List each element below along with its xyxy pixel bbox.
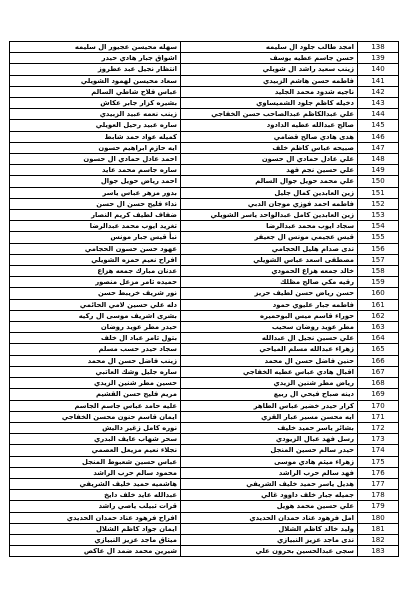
row-number: 148 xyxy=(358,154,399,165)
table-row xyxy=(10,42,399,53)
name-cell-secondary: نور شريف خريبط حسن xyxy=(10,288,181,299)
name-cell-secondary: زينب نعمه عبيد الزبيدي xyxy=(10,109,181,120)
name-cell-primary: ايه محسن مسير عبار القزي xyxy=(181,411,358,422)
name-cell-primary: هدى هادي صالح قضامي xyxy=(181,131,358,142)
table-row xyxy=(10,411,399,422)
name-cell-secondary: افراح نعيم حمزه الشويلي xyxy=(10,254,181,265)
name-cell-secondary: سحر شهاب عايف البدري xyxy=(10,434,181,445)
names-sheet xyxy=(9,41,399,557)
row-number: 154 xyxy=(358,221,399,232)
table-row xyxy=(10,389,399,400)
table-row xyxy=(10,98,399,109)
name-cell-primary: مصطفى اسعد عباس الشويلي xyxy=(181,254,358,265)
name-cell-primary: ناجيه شدود محمد الجليد xyxy=(181,86,358,97)
name-cell-primary: حسن رياض حسن لطيف حريز xyxy=(181,288,358,299)
name-cell-secondary: احمد عادل حمادي ال حسون xyxy=(10,154,181,165)
name-cell-primary: علي عادل حمادي ال حسون xyxy=(181,154,358,165)
name-cell-secondary: احمد رياض حويل جوال xyxy=(10,176,181,187)
row-number: 176 xyxy=(358,467,399,478)
table-row xyxy=(10,64,399,75)
name-cell-secondary: نجلاء نعيم مزيعل العصمي xyxy=(10,445,181,456)
table-row xyxy=(10,266,399,277)
table-row xyxy=(10,490,399,501)
name-cell-secondary: هاشميه حميد خليف الشريفي xyxy=(10,478,181,489)
name-cell-primary: فهد سالم حرب الراشد xyxy=(181,467,358,478)
row-number: 162 xyxy=(358,310,399,321)
row-number: 163 xyxy=(358,322,399,333)
name-cell-primary: فاطمه جبار عليوي حمود xyxy=(181,299,358,310)
row-number: 158 xyxy=(358,266,399,277)
row-number: 160 xyxy=(358,288,399,299)
name-cell-primary: جميله جبار خلف داوود غالي xyxy=(181,490,358,501)
table-row xyxy=(10,120,399,131)
table-row xyxy=(10,131,399,142)
name-cell-primary: زين العابدين كامل عبدالواحد ياسر الشويلي xyxy=(181,210,358,221)
table-row xyxy=(10,456,399,467)
table-row xyxy=(10,355,399,366)
row-number: 139 xyxy=(358,53,399,64)
name-cell-secondary: بدور مزهر عباس ياسر xyxy=(10,187,181,198)
name-cell-primary: ندى صدام هليل الحجامي xyxy=(181,243,358,254)
row-number: 155 xyxy=(358,232,399,243)
name-cell-secondary: ساره جليل وشك العاتبي xyxy=(10,366,181,377)
name-cell-primary: وليد خالد كاظم الشلال xyxy=(181,523,358,534)
table-row xyxy=(10,534,399,545)
table-row xyxy=(10,378,399,389)
table-row xyxy=(10,288,399,299)
name-cell-secondary: قرات ثبيلب ياصي راشد xyxy=(10,501,181,512)
name-cell-secondary: سجاد حيدر حسب مسلم xyxy=(10,344,181,355)
row-number: 153 xyxy=(358,210,399,221)
name-cell-primary: مطر عويد روضان سحيب xyxy=(181,322,358,333)
name-cell-primary: هديل ياسر حميد خليف الشريفي xyxy=(181,478,358,489)
name-cell-secondary: تغريد ايوب محمد عبدالرضا xyxy=(10,221,181,232)
row-number: 178 xyxy=(358,490,399,501)
table-row xyxy=(10,142,399,153)
row-number: 167 xyxy=(358,366,399,377)
name-cell-primary: حوراء قاسم ميس البوحميره xyxy=(181,310,358,321)
table-row xyxy=(10,512,399,523)
name-cell-primary: اقبال هادي عباس عطيه الخفاجي xyxy=(181,366,358,377)
row-number: 180 xyxy=(358,512,399,523)
row-number: 177 xyxy=(358,478,399,489)
name-cell-secondary: دله علي حسين لامي الحائمي xyxy=(10,299,181,310)
row-number: 170 xyxy=(358,400,399,411)
table-row xyxy=(10,86,399,97)
table-row xyxy=(10,467,399,478)
name-cell-primary: دخيله كاظم جلود الشميساوي xyxy=(181,98,358,109)
name-cell-primary: فاطمه حسن هاشم الزبيدي xyxy=(181,75,358,86)
name-cell-secondary: عليه حامد عباس جاسم الجاسم xyxy=(10,400,181,411)
name-cell-secondary: عدنان مبارك جمعه هزاع xyxy=(10,266,181,277)
row-number: 140 xyxy=(358,64,399,75)
row-number: 166 xyxy=(358,355,399,366)
table-row xyxy=(10,232,399,243)
name-cell-primary: دينه صباح فيحي ال ربيع xyxy=(181,389,358,400)
row-number: 164 xyxy=(358,333,399,344)
row-number: 179 xyxy=(358,501,399,512)
name-cell-secondary: ميثاق ماجد عزيز النبيازي xyxy=(10,534,181,545)
name-cell-primary: علي عبدالكاظم عبدالصاحب حسن الخفاجي xyxy=(181,109,358,120)
table-row xyxy=(10,310,399,321)
name-cell-primary: رياض مطر شنين الزيدي xyxy=(181,378,358,389)
name-cell-secondary: بشيره كزار جابر عكاش xyxy=(10,98,181,109)
table-row xyxy=(10,400,399,411)
table-row xyxy=(10,523,399,534)
row-number: 146 xyxy=(358,131,399,142)
table-row xyxy=(10,445,399,456)
name-cell-primary: رقيه مكي صالح مظلك xyxy=(181,277,358,288)
table-row xyxy=(10,478,399,489)
row-number: 182 xyxy=(358,534,399,545)
name-cell-primary: حسن جاسم عطيه يوسف xyxy=(181,53,358,64)
name-cell-secondary: حيدر مطر عويد روضان xyxy=(10,322,181,333)
name-cell-secondary: ايه حازم ابراهيم حسون xyxy=(10,142,181,153)
table-row xyxy=(10,422,399,433)
table-row xyxy=(10,277,399,288)
name-cell-secondary: نبأ قيس جبار مونس xyxy=(10,232,181,243)
name-cell-secondary: حسين مطر شنين الزيدي xyxy=(10,378,181,389)
name-cell-secondary: سهله محيسن عجيور ال سليمه xyxy=(10,42,181,53)
table-row xyxy=(10,501,399,512)
table-row xyxy=(10,165,399,176)
name-cell-secondary: حميده ثامر مزعل منصور xyxy=(10,277,181,288)
name-cell-primary: علي حسين نجيل ال عبدالله xyxy=(181,333,358,344)
name-cell-secondary: نداء فليح حسن ال حسن xyxy=(10,198,181,209)
name-cell-primary: سجى عبدالحسين بحرون علي xyxy=(181,546,358,557)
name-cell-secondary: انتظار نجيل عبد عطروز xyxy=(10,64,181,75)
name-cell-primary: بشائر ياسر حميد خليف xyxy=(181,422,358,433)
table-row xyxy=(10,254,399,265)
row-number: 151 xyxy=(358,187,399,198)
table-row xyxy=(10,344,399,355)
table-row xyxy=(10,299,399,310)
name-cell-primary: زينب سعيد راشد ال شويلي xyxy=(181,64,358,75)
row-number: 143 xyxy=(358,98,399,109)
table-row xyxy=(10,322,399,333)
name-cell-primary: ندى ماجد عزيز النبيازي xyxy=(181,534,358,545)
row-number: 168 xyxy=(358,378,399,389)
name-cell-secondary: افراح فرهود عناد حمدان الحديدي xyxy=(10,512,181,523)
name-cell-secondary: مريم فليح حسن القشيم xyxy=(10,389,181,400)
name-cell-secondary: ايمان قاسم حنون محسن الخفاجي xyxy=(10,411,181,422)
name-cell-secondary: عبدالله عايد خلف دايخ xyxy=(10,490,181,501)
table-row xyxy=(10,187,399,198)
name-cell-secondary: عباس حسين شعبوط المنجل xyxy=(10,456,181,467)
row-number: 171 xyxy=(358,411,399,422)
table-row xyxy=(10,434,399,445)
name-cell-secondary: كميله عواد حمد شابط xyxy=(10,131,181,142)
name-cell-primary: سجاد ايوب محمد عبدالرضا xyxy=(181,221,358,232)
name-cell-secondary: شيرين محمد ضمد ال عاكص xyxy=(10,546,181,557)
table-row xyxy=(10,210,399,221)
table-row xyxy=(10,546,399,557)
row-number: 175 xyxy=(358,456,399,467)
table-row xyxy=(10,333,399,344)
row-number: 183 xyxy=(358,546,399,557)
table-row xyxy=(10,243,399,254)
name-cell-secondary: نوره كامل زغير داليش xyxy=(10,422,181,433)
row-number: 156 xyxy=(358,243,399,254)
name-cell-secondary: سعاد محيسن لهمود الشويلي xyxy=(10,75,181,86)
name-cell-primary: زين العابدين كمال جليل xyxy=(181,187,358,198)
name-cell-secondary: محمود سالم حرب الراشد xyxy=(10,467,181,478)
table-row xyxy=(10,176,399,187)
name-cell-primary: حنين فاضل حسن ال محمد xyxy=(181,355,358,366)
name-cell-secondary: بتول ثامر عباد ال خلف xyxy=(10,333,181,344)
name-cell-primary: رسل فهد عبال الزيودي xyxy=(181,434,358,445)
row-number: 147 xyxy=(358,142,399,153)
name-cell-secondary: عهود حسن حسون الحجامي xyxy=(10,243,181,254)
table-row xyxy=(10,53,399,64)
name-cell-secondary: اشواق جبار هادي حيدر xyxy=(10,53,181,64)
name-cell-primary: صالح عبدالله عطيه الدادود xyxy=(181,120,358,131)
row-number: 138 xyxy=(358,42,399,53)
name-cell-secondary: ساره جاسم محمد عايد xyxy=(10,165,181,176)
table-row xyxy=(10,198,399,209)
name-cell-primary: كرار حيدر خضير عباس الطاهر xyxy=(181,400,358,411)
table-row xyxy=(10,75,399,86)
row-number: 144 xyxy=(358,109,399,120)
names-table xyxy=(9,41,399,557)
row-number: 141 xyxy=(358,75,399,86)
row-number: 173 xyxy=(358,434,399,445)
row-number: 142 xyxy=(358,86,399,97)
table-row xyxy=(10,109,399,120)
row-number: 165 xyxy=(358,344,399,355)
name-cell-secondary: بشرى اشريف موسى ال ركيه xyxy=(10,310,181,321)
name-cell-secondary: ساره عبيد رحيل العويلي xyxy=(10,120,181,131)
name-cell-primary: زهراء عبدالله مسلم المياحي xyxy=(181,344,358,355)
name-cell-primary: زهراء ميثم هادي موسى xyxy=(181,456,358,467)
name-cell-primary: علي محمد حويل جوال السالم xyxy=(181,176,358,187)
name-cell-primary: علي حسين نجم فهد xyxy=(181,165,358,176)
name-cell-primary: حيدر سالم حسين المنجل xyxy=(181,445,358,456)
table-row xyxy=(10,221,399,232)
name-cell-primary: قيس عجيمي مونس ال جعيفر xyxy=(181,232,358,243)
name-cell-secondary: ضفاف لطيف كريم النصار xyxy=(10,210,181,221)
name-cell-primary: صبيحه عباس كاظم خلف xyxy=(181,142,358,153)
name-cell-primary: امجد طالب جلود ال سليمه xyxy=(181,42,358,53)
row-number: 150 xyxy=(358,176,399,187)
name-cell-primary: خالد جمعه هزاع الحمودي xyxy=(181,266,358,277)
name-cell-secondary: عباس فلاح شاطي السالم xyxy=(10,86,181,97)
table-row xyxy=(10,366,399,377)
row-number: 181 xyxy=(358,523,399,534)
names-table-body xyxy=(10,42,399,557)
row-number: 145 xyxy=(358,120,399,131)
row-number: 174 xyxy=(358,445,399,456)
table-row xyxy=(10,154,399,165)
row-number: 149 xyxy=(358,165,399,176)
name-cell-secondary: زينب فاضل حسن ال محمد xyxy=(10,355,181,366)
name-cell-primary: علي حسين محمد هويل xyxy=(181,501,358,512)
row-number: 161 xyxy=(358,299,399,310)
row-number: 169 xyxy=(358,389,399,400)
row-number: 172 xyxy=(358,422,399,433)
name-cell-primary: امل فرهود عناد حمدان الحديدي xyxy=(181,512,358,523)
row-number: 152 xyxy=(358,198,399,209)
name-cell-primary: فاطمه احمد فوزي موجان الدبي xyxy=(181,198,358,209)
name-cell-secondary: ايمان جواد كاظم الشلال xyxy=(10,523,181,534)
row-number: 157 xyxy=(358,254,399,265)
row-number: 159 xyxy=(358,277,399,288)
